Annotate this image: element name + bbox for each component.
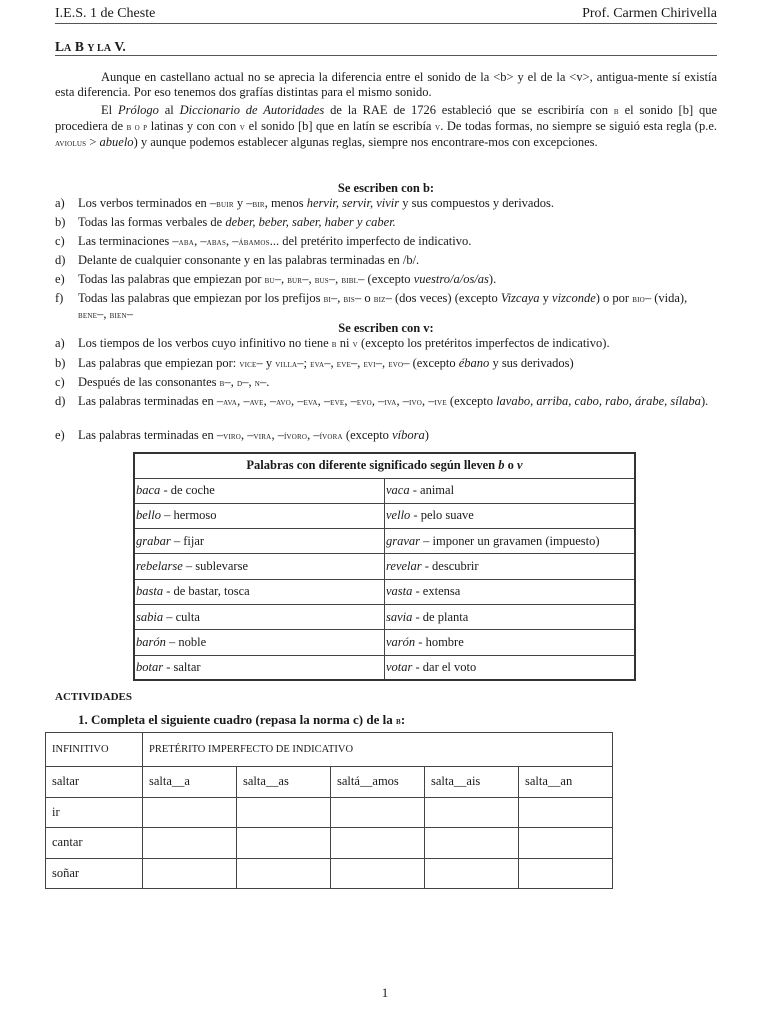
answer-cell[interactable]: salta__a — [143, 767, 237, 798]
v-word-cell: vello - pelo suave — [385, 503, 636, 528]
b-word-cell: sabia – culta — [134, 604, 385, 629]
page-header — [55, 4, 717, 24]
answer-cell[interactable] — [143, 858, 237, 889]
answer-cell[interactable] — [331, 828, 425, 859]
answer-cell[interactable] — [519, 858, 613, 889]
intro-paragraph-1: Aunque en castellano actual no se aprecia la diferencia entre el sonido de la <b> y el de la <v>, antigua-mente sí existía esta diferencia. Por eso tenemos dos grafías distintas para el mismo sonido. — [55, 70, 717, 99]
table-row — [46, 858, 613, 889]
answer-cell[interactable]: salta__as — [237, 767, 331, 798]
v-word-cell: vasta - extensa — [385, 579, 636, 604]
table-row — [134, 503, 635, 528]
b-word-cell: botar - saltar — [134, 655, 385, 680]
answer-cell[interactable] — [331, 858, 425, 889]
conjugation-table — [45, 732, 613, 889]
v-rule-a: a) Los tiempos de los verbos cuyo infinitivo no tiene b ni v (excepto los pretéritos imperfectos de indicativo). — [55, 336, 610, 350]
b-word-cell: rebelarse – sublevarse — [134, 554, 385, 579]
document-title — [55, 38, 717, 56]
infinitive-cell: soñar — [46, 858, 143, 889]
v-word-cell: revelar - descubrir — [385, 554, 636, 579]
answer-cell[interactable] — [425, 797, 519, 828]
infinitivo-header: INFINITIVO — [46, 733, 143, 767]
table-row — [46, 767, 613, 798]
table-row — [134, 554, 635, 579]
answer-cell[interactable] — [143, 828, 237, 859]
b-rules-heading: Se escriben con b: — [337, 181, 435, 195]
answer-cell[interactable] — [425, 858, 519, 889]
b-rule-f: f) Todas las palabras que empiezan por los prefijos bi–, bis– o biz– (dos veces) (excepto Vizcaya y vizconde) o por bio– (vida), bene–, bien– — [55, 291, 688, 321]
table-row — [134, 579, 635, 604]
table-row — [134, 655, 635, 680]
v-rule-e: e) Las palabras terminadas en –viro, –vira, –ívoro, –ívora (excepto víbora) — [55, 428, 429, 442]
infinitive-cell: ir — [46, 797, 143, 828]
school-name: I.E.S. 1 de Cheste — [55, 6, 156, 21]
answer-cell[interactable] — [143, 797, 237, 828]
intro-paragraph-2: El Prólogo al Diccionario de Autoridades de la RAE de 1726 estableció que se escribiría con b el sonido [b] que procediera de b o p latinas y con con v el sonido [b] que en latín se escribía v. De todas formas, no siempre se siguió esta regla (p.e. aviolus > abuelo) y aunque podemos establecer algunas reglas, siempre nos encontrare-mos con excepciones. — [55, 103, 717, 149]
answer-cell[interactable] — [519, 828, 613, 859]
answer-cell[interactable]: salta__an — [519, 767, 613, 798]
title-part: A — [64, 43, 72, 54]
v-word-cell: savia - de planta — [385, 604, 636, 629]
b-word-cell: grabar – fijar — [134, 529, 385, 554]
table-row — [134, 529, 635, 554]
preterito-header: PRETÉRITO IMPERFECTO DE INDICATIVO — [143, 733, 613, 767]
v-word-cell: gravar – imponer un gravamen (impuesto) — [385, 529, 636, 554]
answer-cell[interactable]: salta__ais — [425, 767, 519, 798]
v-word-cell: varón - hombre — [385, 630, 636, 655]
b-rule-c: c) Las terminaciones –aba, –abas, –ábamos... del pretérito imperfecto de indicativo. — [55, 234, 472, 248]
table-header-row — [134, 453, 635, 478]
b-word-cell: baca - de coche — [134, 478, 385, 503]
v-word-cell: vaca - animal — [385, 478, 636, 503]
v-rule-c: c) Después de las consonantes b–, d–, n–. — [55, 375, 270, 389]
b-rule-e: e) Todas las palabras que empiezan por bu–, bur–, bus–, bibl– (excepto vuestro/a/os/as). — [55, 272, 497, 286]
v-rules-heading: Se escriben con v: — [338, 321, 434, 335]
table-row — [134, 604, 635, 629]
answer-cell[interactable]: saltá__amos — [331, 767, 425, 798]
activity-1-instruction: 1. Completa el siguiente cuadro (repasa la norma c) de la b: — [78, 712, 406, 727]
table-heading: Palabras con diferente significado según lleven b o v — [134, 453, 635, 478]
b-word-cell: bello – hermoso — [134, 503, 385, 528]
table-row — [134, 630, 635, 655]
title-part: Y LA — [87, 43, 112, 54]
activities-heading: ACTIVIDADES — [55, 691, 133, 703]
answer-cell[interactable] — [425, 828, 519, 859]
b-rule-a: a) Los verbos terminados en –buir y –bir, menos hervir, servir, vivir y sus compuestos y derivados. — [55, 196, 554, 210]
v-rule-d: d) Las palabras terminadas en –ava, –ave, –avo, –eva, –eve, –evo, –iva, –ivo, –ive (excepto lavabo, arriba, cabo, rabo, árabe, sílaba). — [55, 394, 709, 408]
v-rule-b: b) Las palabras que empiezan por: vice– y villa–; eva–, eve–, evi–, evo– (excepto ébano y sus derivados) — [55, 356, 574, 370]
title-part: B — [71, 39, 88, 54]
infinitive-cell: saltar — [46, 767, 143, 798]
answer-cell[interactable] — [237, 858, 331, 889]
b-rule-d: d) Delante de cualquier consonante y en las palabras terminadas en /b/. — [55, 253, 420, 267]
b-word-cell: barón – noble — [134, 630, 385, 655]
b-word-cell: basta - de bastar, tosca — [134, 579, 385, 604]
table-row — [134, 478, 635, 503]
answer-cell[interactable] — [237, 797, 331, 828]
answer-cell[interactable] — [519, 797, 613, 828]
title-part: V. — [111, 39, 126, 54]
infinitive-cell: cantar — [46, 828, 143, 859]
v-word-cell: votar - dar el voto — [385, 655, 636, 680]
b-v-words-table — [133, 452, 636, 681]
table-row — [46, 797, 613, 828]
answer-cell[interactable] — [237, 828, 331, 859]
answer-cell[interactable] — [331, 797, 425, 828]
b-rule-b: b) Todas las formas verbales de deber, beber, saber, haber y caber. — [55, 215, 396, 229]
title-part: L — [55, 39, 65, 54]
table-row — [46, 828, 613, 859]
teacher-name: Prof. Carmen Chirivella — [582, 6, 717, 21]
page-number: 1 — [381, 985, 389, 1000]
table-header-row — [46, 733, 613, 767]
